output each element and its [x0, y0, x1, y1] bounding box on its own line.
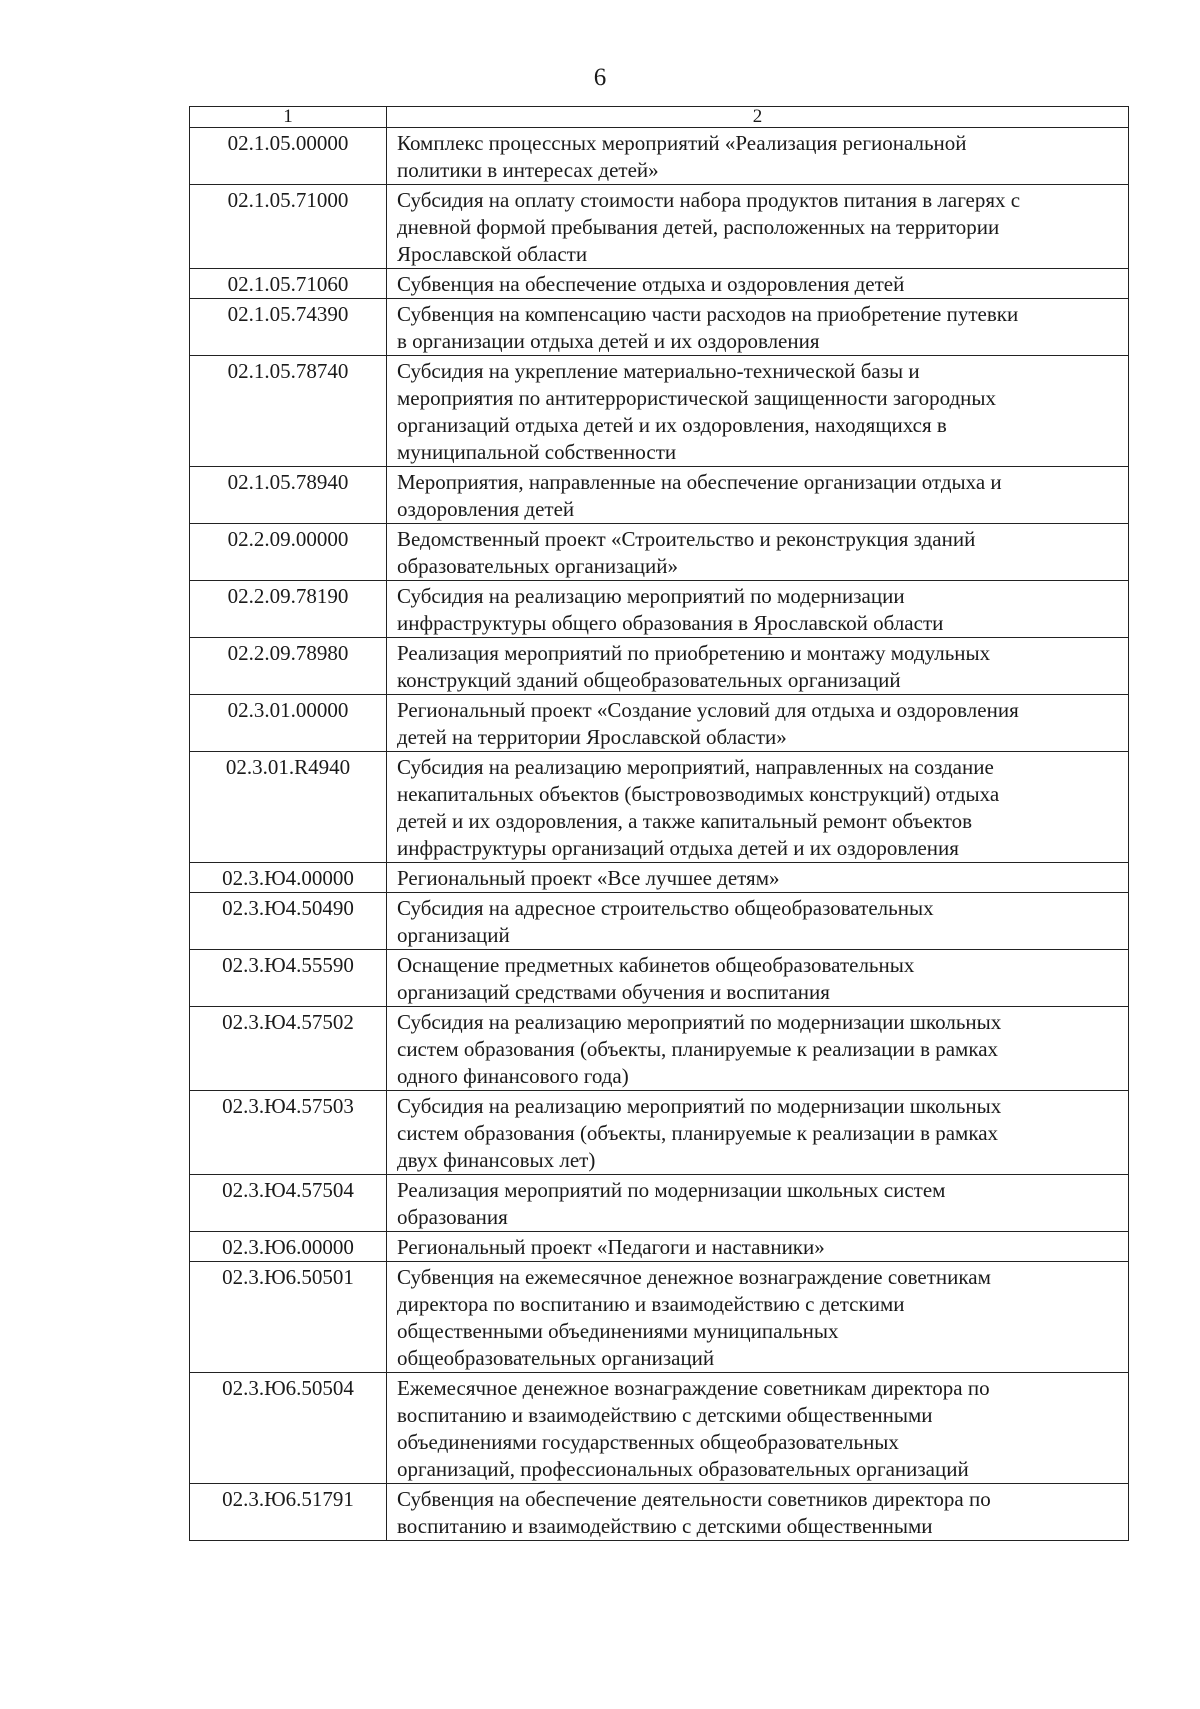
expense-name-line: Субсидия на реализацию мероприятий по модернизации школьных: [397, 1094, 1002, 1118]
expense-name-line: мероприятия по антитеррористической защищенности загородных: [397, 386, 996, 410]
expense-name-cell: [387, 863, 1129, 893]
expense-name-line: инфраструктуры организаций отдыха детей и их оздоровления: [397, 836, 959, 860]
expense-name-cell: [387, 638, 1129, 695]
expense-code-cell: 02.3.Ю4.57502: [190, 1007, 387, 1091]
expense-name-line: Мероприятия, направленные на обеспечение организации отдыха и: [397, 470, 1002, 494]
budget-classification-table: [189, 106, 1129, 1541]
expense-code-cell: 02.3.Ю6.51791: [190, 1484, 387, 1541]
expense-name-line: образовательных организаций»: [397, 554, 678, 578]
table-row: [190, 299, 1129, 356]
expense-name-cell: [387, 185, 1129, 269]
expense-name-cell: [387, 1232, 1129, 1262]
expense-name-line: некапитальных объектов (быстровозводимых конструкций) отдыха: [397, 782, 1000, 806]
expense-name-line: Региональный проект «Педагоги и наставники»: [397, 1235, 825, 1259]
table-row: [190, 1484, 1129, 1541]
expense-code-cell: 02.2.09.78190: [190, 581, 387, 638]
expense-name-line: Субвенция на компенсацию части расходов на приобретение путевки: [397, 302, 1019, 326]
expense-code-cell: 02.1.05.00000: [190, 128, 387, 185]
expense-name-line: общественными объединениями муниципальных: [397, 1319, 839, 1343]
expense-name-cell: [387, 1484, 1129, 1541]
expense-name-cell: [387, 695, 1129, 752]
expense-name-cell: [387, 467, 1129, 524]
expense-name-line: Региональный проект «Создание условий для отдыха и оздоровления: [397, 698, 1019, 722]
expense-code-cell: 02.3.01.00000: [190, 695, 387, 752]
expense-name-line: Реализация мероприятий по приобретению и монтажу модульных: [397, 641, 991, 665]
expense-code-cell: 02.3.Ю4.00000: [190, 863, 387, 893]
expense-name-cell: [387, 1007, 1129, 1091]
table-row: [190, 752, 1129, 863]
expense-code-cell: 02.1.05.74390: [190, 299, 387, 356]
table-row: [190, 863, 1129, 893]
table-row: [190, 893, 1129, 950]
table-row: [190, 950, 1129, 1007]
expense-name-line: Субвенция на ежемесячное денежное вознаграждение советникам: [397, 1265, 991, 1289]
expense-name-line: систем образования (объекты, планируемые к реализации в рамках: [397, 1121, 999, 1145]
expense-name-line: двух финансовых лет): [397, 1148, 596, 1172]
expense-code-cell: 02.3.Ю6.50501: [190, 1262, 387, 1373]
expense-code-cell: 02.3.Ю4.57504: [190, 1175, 387, 1232]
expense-name-line: Комплекс процессных мероприятий «Реализация региональной: [397, 131, 967, 155]
expense-name-line: систем образования (объекты, планируемые к реализации в рамках: [397, 1037, 999, 1061]
expense-name-line: организаций: [397, 923, 510, 947]
expense-name-line: объединениями государственных общеобразовательных: [397, 1430, 899, 1454]
expense-name-cell: [387, 950, 1129, 1007]
table-body: [190, 107, 1129, 1541]
expense-code-cell: 02.3.01.R4940: [190, 752, 387, 863]
table-row: [190, 467, 1129, 524]
expense-code-cell: 02.1.05.78740: [190, 356, 387, 467]
table-row: [190, 524, 1129, 581]
table-row: [190, 356, 1129, 467]
table-header-row: [190, 107, 1129, 128]
expense-name-cell: [387, 893, 1129, 950]
expense-name-cell: [387, 1091, 1129, 1175]
expense-name-cell: [387, 752, 1129, 863]
expense-name-line: Региональный проект «Все лучшее детям»: [397, 866, 780, 890]
column-header-2: 2: [387, 107, 1129, 128]
expense-name-line: директора по воспитанию и взаимодействию с детскими: [397, 1292, 905, 1316]
table-row: [190, 638, 1129, 695]
expense-name-cell: [387, 356, 1129, 467]
expense-code-cell: 02.1.05.71060: [190, 269, 387, 299]
expense-name-cell: [387, 524, 1129, 581]
expense-name-line: оздоровления детей: [397, 497, 575, 521]
expense-name-cell: [387, 128, 1129, 185]
table-row: [190, 1175, 1129, 1232]
expense-code-cell: 02.3.Ю4.50490: [190, 893, 387, 950]
expense-name-line: Субсидия на укрепление материально-технической базы и: [397, 359, 920, 383]
expense-name-line: Субвенция на обеспечение деятельности советников директора по: [397, 1487, 991, 1511]
table-row: [190, 1091, 1129, 1175]
expense-code-cell: 02.3.Ю6.50504: [190, 1373, 387, 1484]
expense-name-cell: [387, 1373, 1129, 1484]
expense-name-line: воспитанию и взаимодействию с детскими общественными: [397, 1403, 933, 1427]
expense-code-cell: 02.1.05.71000: [190, 185, 387, 269]
column-header-1: 1: [190, 107, 387, 128]
expense-name-line: Субсидия на адресное строительство общеобразовательных: [397, 896, 934, 920]
expense-code-cell: 02.3.Ю6.00000: [190, 1232, 387, 1262]
expense-code-cell: 02.1.05.78940: [190, 467, 387, 524]
table-row: [190, 1373, 1129, 1484]
expense-name-line: Субвенция на обеспечение отдыха и оздоровления детей: [397, 272, 905, 296]
table-row: [190, 1007, 1129, 1091]
table-row: [190, 185, 1129, 269]
expense-name-line: Субсидия на реализацию мероприятий по модернизации школьных: [397, 1010, 1002, 1034]
expense-name-cell: [387, 1175, 1129, 1232]
expense-name-line: организаций средствами обучения и воспитания: [397, 980, 830, 1004]
expense-name-line: общеобразовательных организаций: [397, 1346, 715, 1370]
table-row: [190, 581, 1129, 638]
table-row: [190, 1232, 1129, 1262]
expense-code-cell: 02.2.09.78980: [190, 638, 387, 695]
expense-name-cell: [387, 1262, 1129, 1373]
expense-name-cell: [387, 269, 1129, 299]
expense-name-line: в организации отдыха детей и их оздоровления: [397, 329, 820, 353]
expense-name-line: Субсидия на реализацию мероприятий, направленных на создание: [397, 755, 994, 779]
expense-name-cell: [387, 299, 1129, 356]
table-row: [190, 128, 1129, 185]
expense-code-cell: 02.3.Ю4.55590: [190, 950, 387, 1007]
expense-name-line: организаций, профессиональных образовательных организаций: [397, 1457, 969, 1481]
expense-name-line: детей и их оздоровления, а также капитальный ремонт объектов: [397, 809, 973, 833]
expense-name-line: инфраструктуры общего образования в Ярославской области: [397, 611, 944, 635]
expense-name-cell: [387, 581, 1129, 638]
expense-name-line: Оснащение предметных кабинетов общеобразовательных: [397, 953, 915, 977]
expense-name-line: Ведомственный проект «Строительство и реконструкция зданий: [397, 527, 976, 551]
expense-name-line: организаций отдыха детей и их оздоровления, находящихся в: [397, 413, 947, 437]
expense-code-cell: 02.3.Ю4.57503: [190, 1091, 387, 1175]
expense-code-cell: 02.2.09.00000: [190, 524, 387, 581]
table-row: [190, 269, 1129, 299]
expense-name-line: образования: [397, 1205, 508, 1229]
expense-name-line: политики в интересах детей»: [397, 158, 659, 182]
expense-name-line: Субсидия на реализацию мероприятий по модернизации: [397, 584, 905, 608]
expense-name-line: муниципальной собственности: [397, 440, 677, 464]
expense-name-line: дневной формой пребывания детей, расположенных на территории: [397, 215, 1000, 239]
table-row: [190, 1262, 1129, 1373]
expense-name-line: детей на территории Ярославской области»: [397, 725, 787, 749]
page-number: 6: [593, 64, 607, 91]
expense-name-line: одного финансового года): [397, 1064, 629, 1088]
table-row: [190, 695, 1129, 752]
expense-name-line: Субсидия на оплату стоимости набора продуктов питания в лагерях с: [397, 188, 1021, 212]
expense-name-line: Реализация мероприятий по модернизации школьных систем: [397, 1178, 946, 1202]
expense-name-line: воспитанию и взаимодействию с детскими общественными: [397, 1514, 933, 1538]
expense-name-line: Ежемесячное денежное вознаграждение советникам директора по: [397, 1376, 990, 1400]
expense-name-line: конструкций зданий общеобразовательных организаций: [397, 668, 901, 692]
expense-name-line: Ярославской области: [397, 242, 588, 266]
